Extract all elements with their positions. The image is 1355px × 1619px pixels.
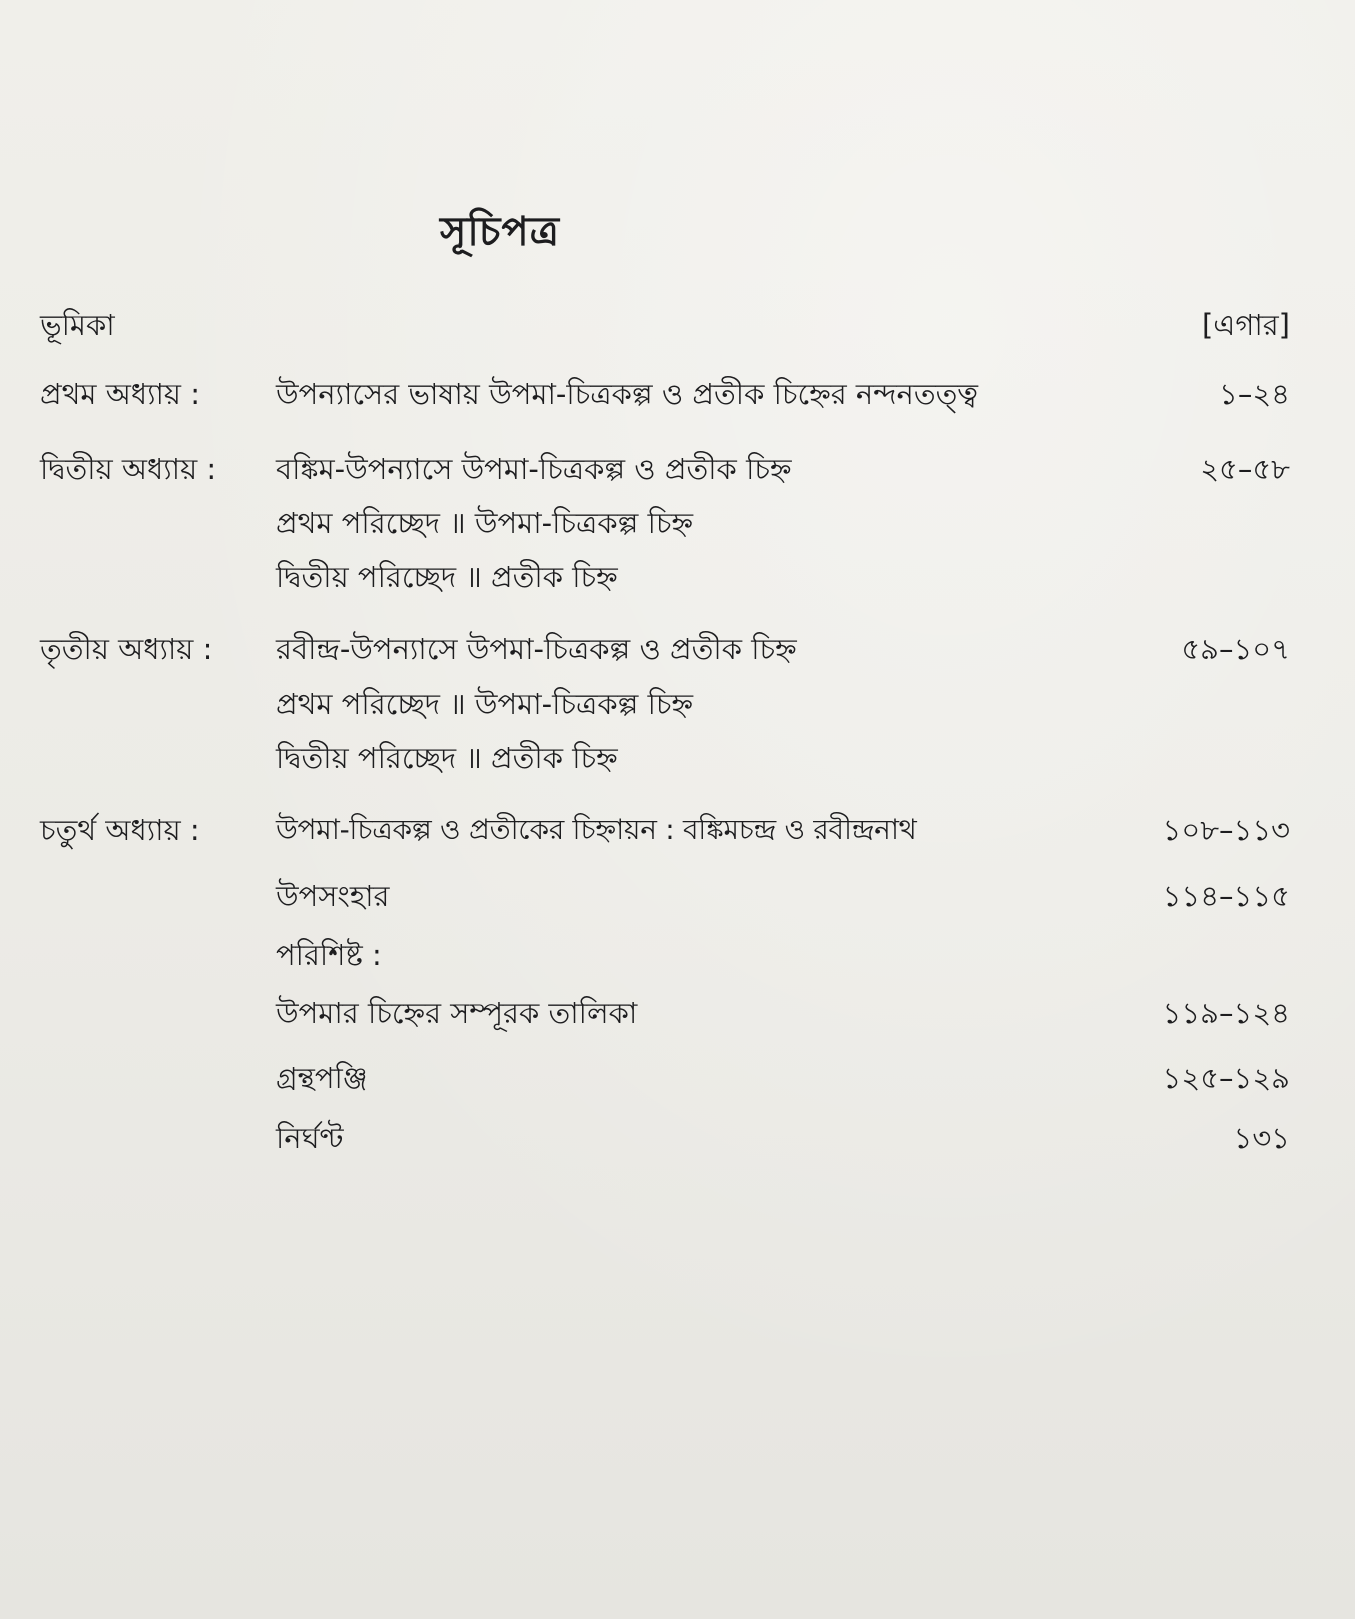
- toc-chapter-label: তৃতীয় অধ্যায় :: [40, 632, 213, 666]
- toc-page-range: ১৩১: [1233, 1121, 1290, 1155]
- toc-chapter-label: চতুর্থ অধ্যায় :: [40, 813, 200, 847]
- toc-entry-title: প্রথম পরিচ্ছেদ ॥ উপমা-চিত্রকল্প চিহ্ন: [276, 506, 694, 540]
- toc-entry-title: দ্বিতীয় পরিচ্ছেদ ॥ প্রতীক চিহ্ন: [276, 741, 618, 775]
- toc-chapter-label: প্রথম অধ্যায় :: [40, 377, 201, 411]
- toc-page-range: ১২৫–১২৯: [1162, 1061, 1290, 1095]
- toc-chapter-label: ভূমিকা: [40, 308, 115, 342]
- toc-entry-title: রবীন্দ্র-উপন্যাসে উপমা-চিত্রকল্প ও প্রতীক চিহ্ন: [276, 632, 797, 666]
- toc-entry-title: বঙ্কিম-উপন্যাসে উপমা-চিত্রকল্প ও প্রতীক চিহ্ন: [276, 452, 792, 486]
- toc-entry-title: দ্বিতীয় পরিচ্ছেদ ॥ প্রতীক চিহ্ন: [276, 560, 618, 594]
- toc-page-range: ২৫–৫৮: [1200, 452, 1290, 486]
- toc-entry-title: উপসংহার: [276, 879, 390, 913]
- toc-entry-title: প্রথম পরিচ্ছেদ ॥ উপমা-চিত্রকল্প চিহ্ন: [276, 687, 694, 721]
- toc-chapter-label: দ্বিতীয় অধ্যায় :: [40, 452, 217, 486]
- toc-page-range: ১–২৪: [1219, 377, 1290, 411]
- toc-entry-title: গ্রন্থপঞ্জি: [276, 1061, 368, 1095]
- toc-entry-title: উপমার চিহ্নের সম্পূরক তালিকা: [276, 996, 638, 1030]
- toc-entry-title: নির্ঘণ্ট: [276, 1121, 344, 1155]
- toc-entry-title: উপমা-চিত্রকল্প ও প্রতীকের চিহ্নায়ন : বঙ্কিমচন্দ্র ও রবীন্দ্রনাথ: [276, 813, 917, 846]
- toc-page-range: ১১৯–১২৪: [1162, 996, 1290, 1030]
- toc-page-range: ৫৯–১০৭: [1181, 632, 1290, 666]
- toc-page-range: ১০৮–১১৩: [1162, 813, 1290, 847]
- toc-page-range: [এগার]: [1201, 308, 1290, 342]
- toc-entry-title: পরিশিষ্ট :: [276, 938, 382, 972]
- toc-entry-title: উপন্যাসের ভাষায় উপমা-চিত্রকল্প ও প্রতীক চিহ্নের নন্দনতত্ত্ব: [276, 377, 978, 411]
- toc-page-range: ১১৪–১১৫: [1162, 879, 1290, 913]
- page-title: সূচিপত্র: [440, 209, 560, 255]
